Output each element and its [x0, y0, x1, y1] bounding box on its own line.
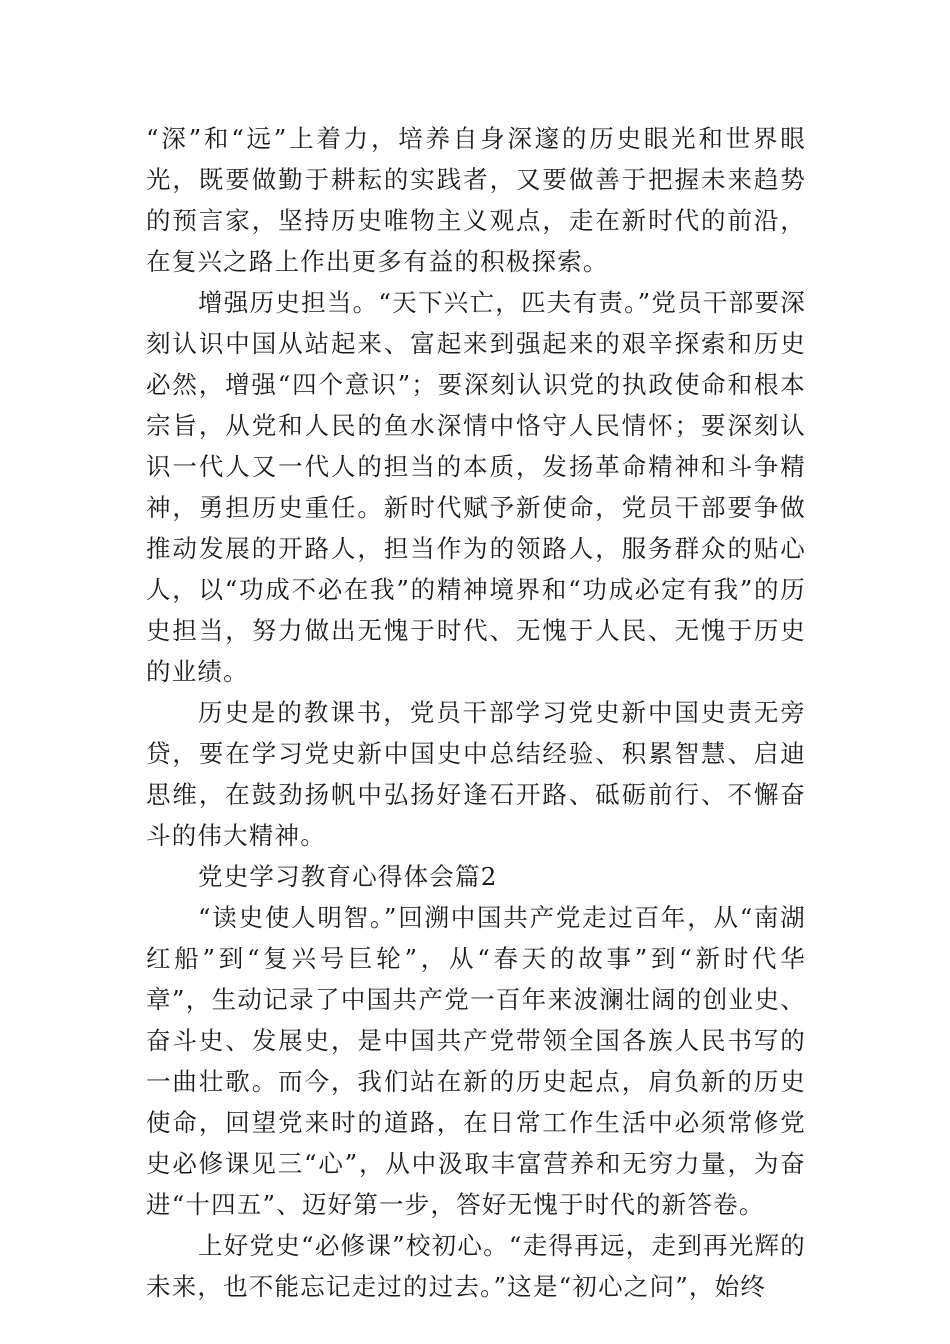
paragraph-continuation: “深”和“远”上着力，培养自身深邃的历史眼光和世界眼光，既要做勤于耕耘的实践者，又要做善于把握未来趋势的预言家，坚持历史唯物主义观点，走在新时代的前沿，在复兴之路上作出更多有益的积极探索。 — [146, 124, 806, 276]
document-body — [146, 118, 806, 1307]
paragraph-reading-history: “读史使人明智。”回溯中国共产党走过百年，从“南湖红船”到“复兴号巨轮”，从“春天的故事”到“新时代华章”，生动记录了中国共产党一百年来波澜壮阔的创业史、奋斗史、发展史，是中国共产党带领全国各族人民书写的一曲壮歌。而今，我们站在新的历史起点，肩负新的历史使命，回望党来时的道路，在日常工作生活中必须常修党史必修课见三“心”，从中汲取丰富营养和无穷力量，为奋进“十四五”、迈好第一步，答好无愧于时代的新答卷。 — [146, 903, 806, 1219]
paragraph-historical-responsibility: 增强历史担当。“天下兴亡，匹夫有责。”党员干部要深刻认识中国从站起来、富起来到强起来的艰辛探索和历史必然，增强“四个意识”；要深刻认识党的执政使命和根本宗旨，从党和人民的鱼水深情中恪守人民情怀；要深刻认识一代人又一代人的担当的本质，发扬革命精神和斗争精神，勇担历史重任。新时代赋予新使命，党员干部要争做推动发展的开路人，担当作为的领路人，服务群众的贴心人，以“功成不必在我”的精神境界和“功成必定有我”的历史担当，努力做出无愧于时代、无愧于人民、无愧于历史的业绩。 — [146, 288, 806, 686]
section-heading: 党史学习教育心得体会篇2 — [198, 862, 498, 891]
paragraph-original-aspiration: 上好党史“必修课”校初心。“走得再远，走到再光辉的未来，也不能忘记走过的过去。”这是“初心之问”，始终 — [146, 1231, 806, 1301]
paragraph-history-textbook: 历史是的教课书，党员干部学习党史新中国史责无旁贷，要在学习党史新中国史中总结经验、积累智慧、启迪思维，在鼓劲扬帆中弘扬好逢石开路、砥砺前行、不懈奋斗的伟大精神。 — [146, 698, 806, 850]
